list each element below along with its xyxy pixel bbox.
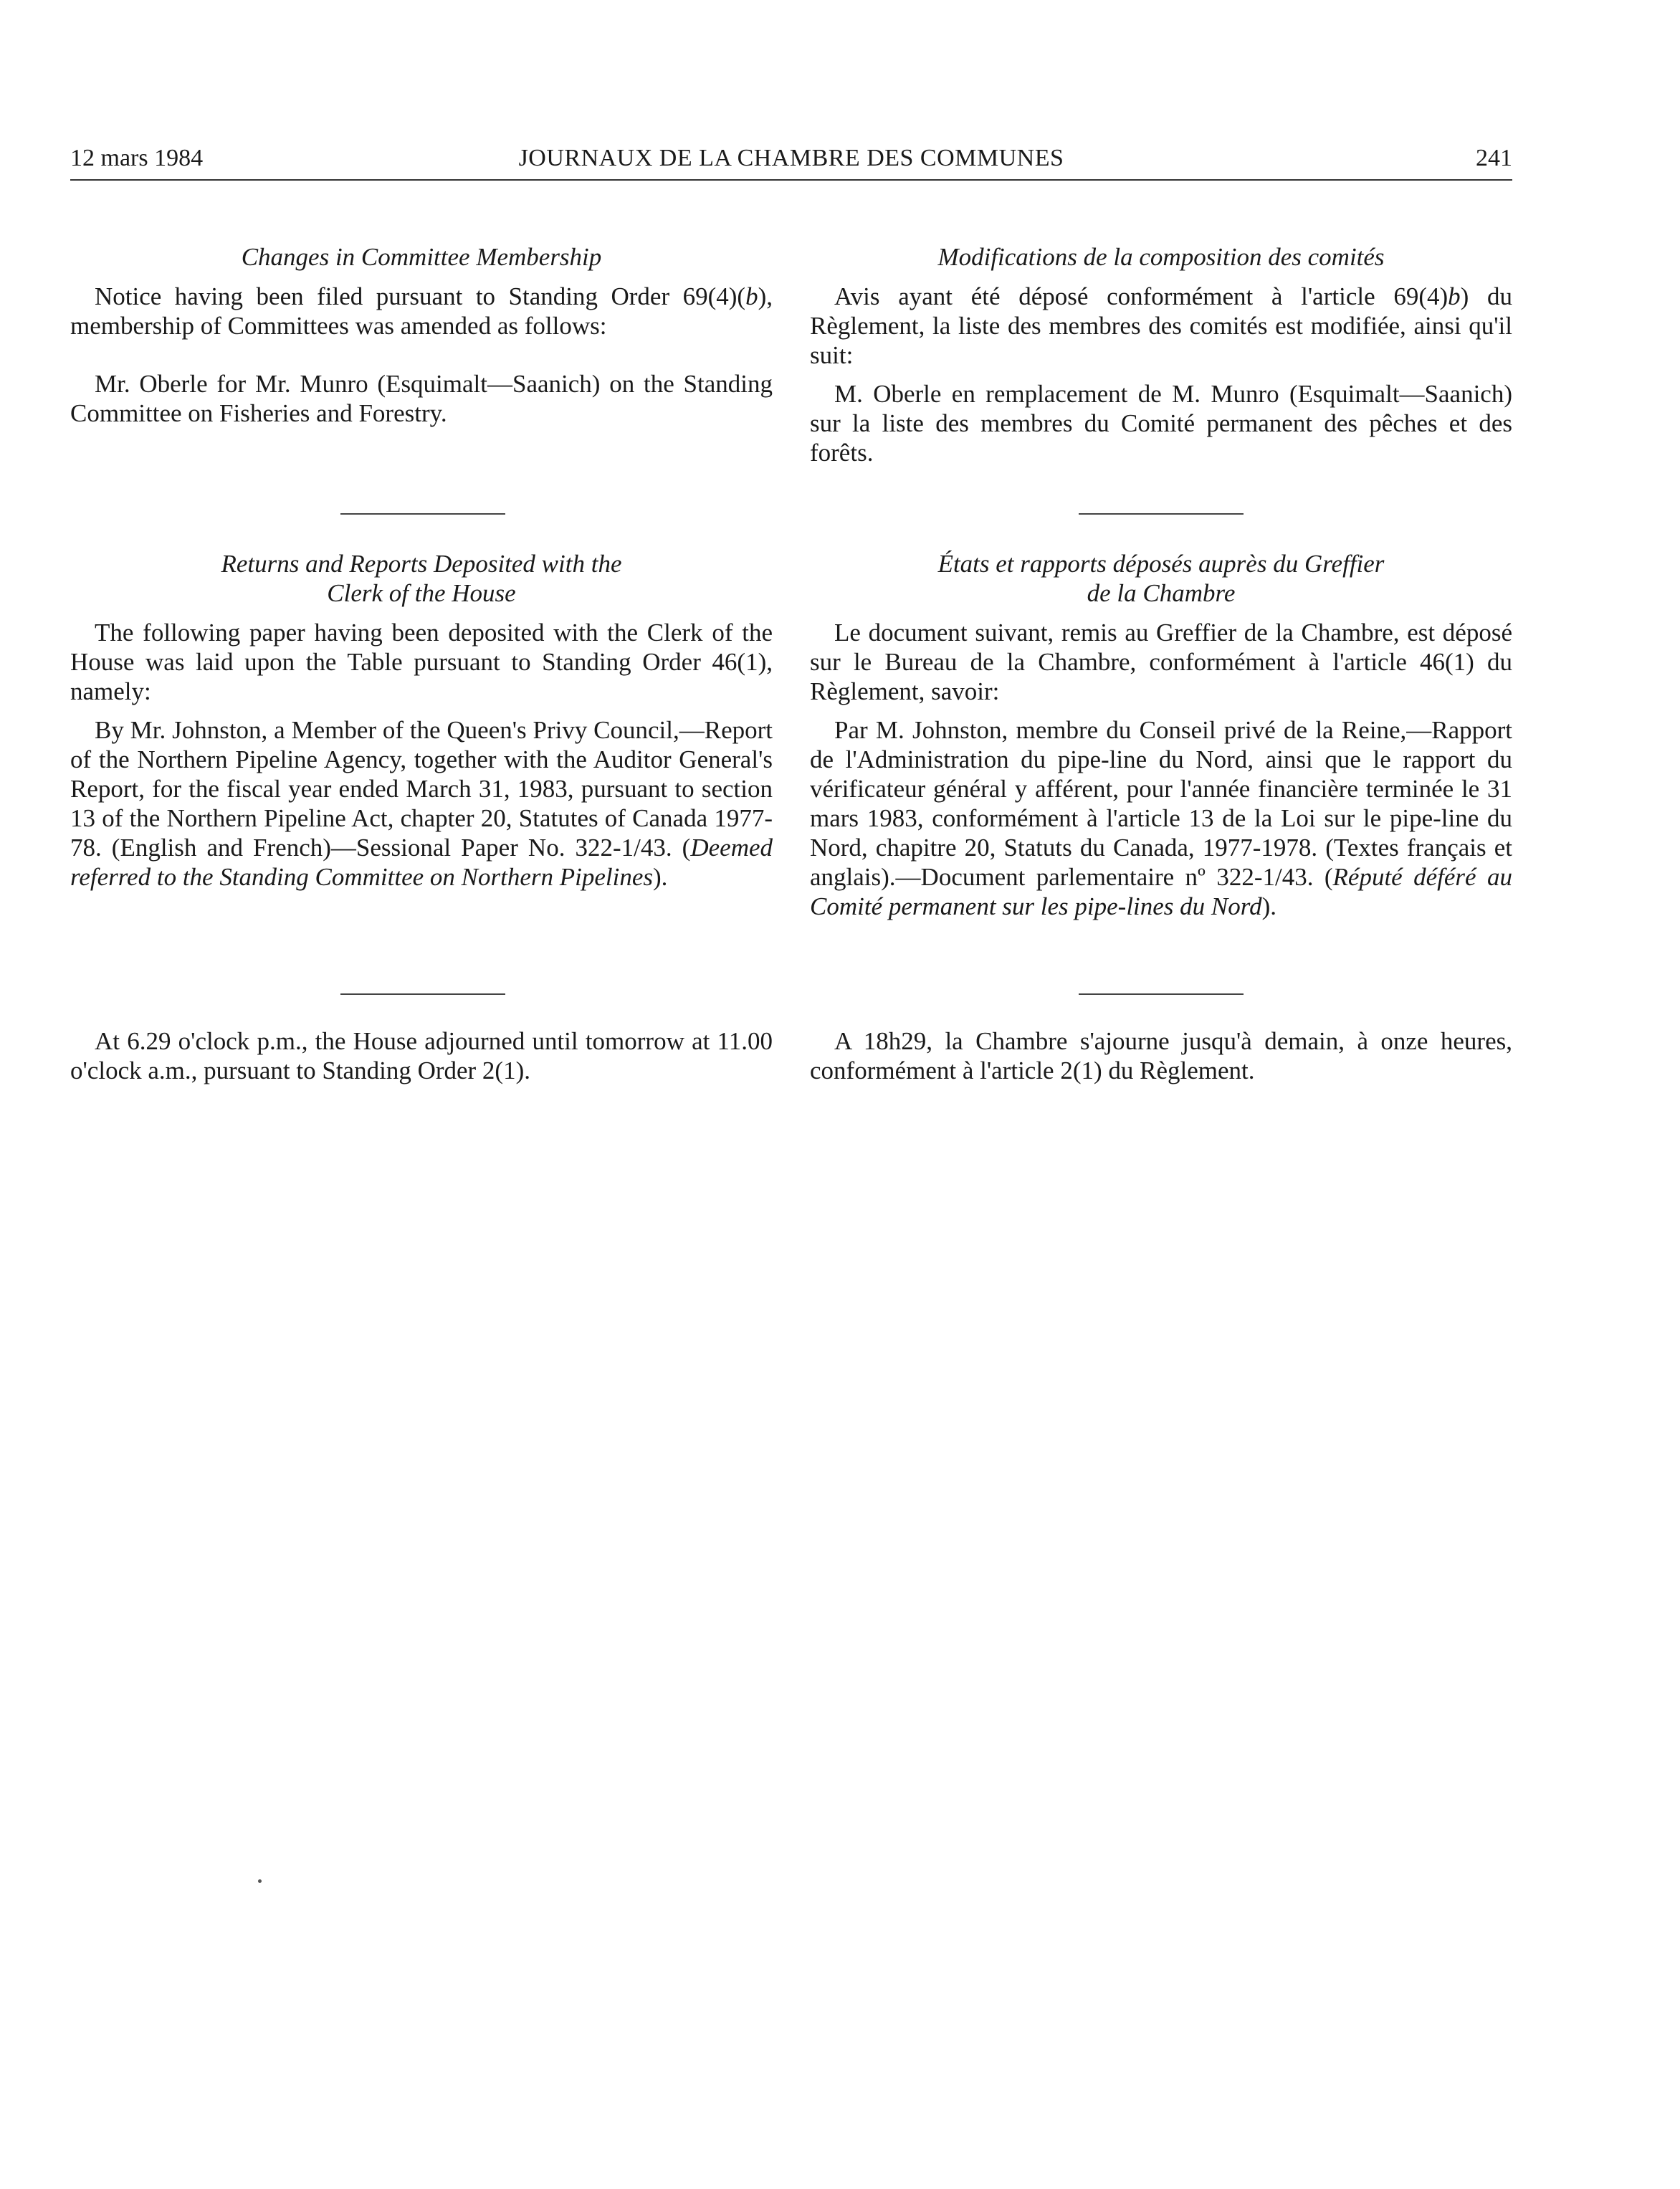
fr-section-adjournment (810, 1026, 1512, 1094)
fr-heading-committee-membership: Modifications de la composition des comités (937, 243, 1385, 271)
header-title: JOURNAUX DE LA CHAMBRE DES COMMUNES (518, 145, 1064, 171)
en-section-adjournment (70, 1026, 773, 1094)
en-paragraph-deposited: The following paper having been deposited with the Clerk of the House was laid upon the Table pursuant to Standing Order 46(1), namely: (70, 619, 773, 705)
en-paragraph-notice: Notice having been filed pursuant to Standing Order 69(4)(b), membership of Committees was amended as follows: (70, 282, 773, 340)
en-paragraph-johnston: By Mr. Johnston, a Member of the Queen's Privy Council,—Report of the Northern Pipeline Agency, together with the Auditor General's Report, for the fiscal year ended March 31, 1983, pursuant to section 13 of the Northern Pipeline Act, chapter 20, Statutes of Canada 1977-78. (English and French)—Sessional Paper No. 322-1/43. (Deemed referred to the Standing Committee on Northern Pipelines). (70, 716, 773, 891)
en-heading-returns-reports: Returns and Reports Deposited with the Clerk of the House (221, 550, 622, 607)
en-paragraph-adjournment: At 6.29 o'clock p.m., the House adjourned until tomorrow at 11.00 o'clock a.m., pursuant to Standing Order 2(1). (70, 1027, 773, 1084)
fr-paragraph-oberle: M. Oberle en remplacement de M. Munro (Esquimalt—Saanich) sur la liste des membres du Comité permanent des pêches et des forêts. (810, 380, 1512, 467)
en-heading-committee-membership: Changes in Committee Membership (241, 243, 602, 271)
en-section-divider-2 (340, 993, 505, 995)
en-section-committee-membership (70, 242, 773, 437)
en-paragraph-oberle: Mr. Oberle for Mr. Munro (Esquimalt—Saanich) on the Standing Committee on Fisheries and Forestry. (70, 370, 773, 427)
fr-section-divider-2 (1079, 993, 1244, 995)
fr-paragraph-notice: Avis ayant été déposé conformément à l'article 69(4)b) du Règlement, la liste des membres des comités est modifiée, ainsi qu'il suit: (810, 282, 1513, 369)
fr-section-committee-membership (810, 242, 1512, 477)
en-section-divider (340, 513, 505, 515)
fr-heading-returns-reports: États et rapports déposés auprès du Greffier de la Chambre (937, 550, 1385, 607)
en-section-returns-reports (70, 549, 773, 901)
fr-paragraph-deposited: Le document suivant, remis au Greffier de la Chambre, est déposé sur le Bureau de la Chambre, conformément à l'article 46(1) du Règlement, savoir: (810, 619, 1512, 705)
fr-paragraph-johnston: Par M. Johnston, membre du Conseil privé de la Reine,—Rapport de l'Administration du pipe-line du Nord, ainsi que le rapport du vérificateur général y afférent, pour l'année financière terminée le 31 mars 1983, conformément à l'article 13 de la Loi sur le pipe-line du Nord, chapitre 20, Statuts du Canada, 1977-1978. (Textes français et anglais).—Document parlementaire nº 322-1/43. (Réputé déféré au Comité permanent sur les pipe-lines du Nord). (810, 716, 1512, 920)
fr-section-returns-reports (810, 549, 1512, 930)
header-date: 12 mars 1984 (70, 145, 204, 171)
page-header (70, 145, 1512, 181)
fr-paragraph-adjournment: A 18h29, la Chambre s'ajourne jusqu'à demain, à onze heures, conformément à l'article 2(1) du Règlement. (810, 1027, 1512, 1084)
page-number: 241 (1476, 145, 1512, 171)
scan-speck (258, 1879, 262, 1883)
fr-section-divider (1079, 513, 1244, 515)
